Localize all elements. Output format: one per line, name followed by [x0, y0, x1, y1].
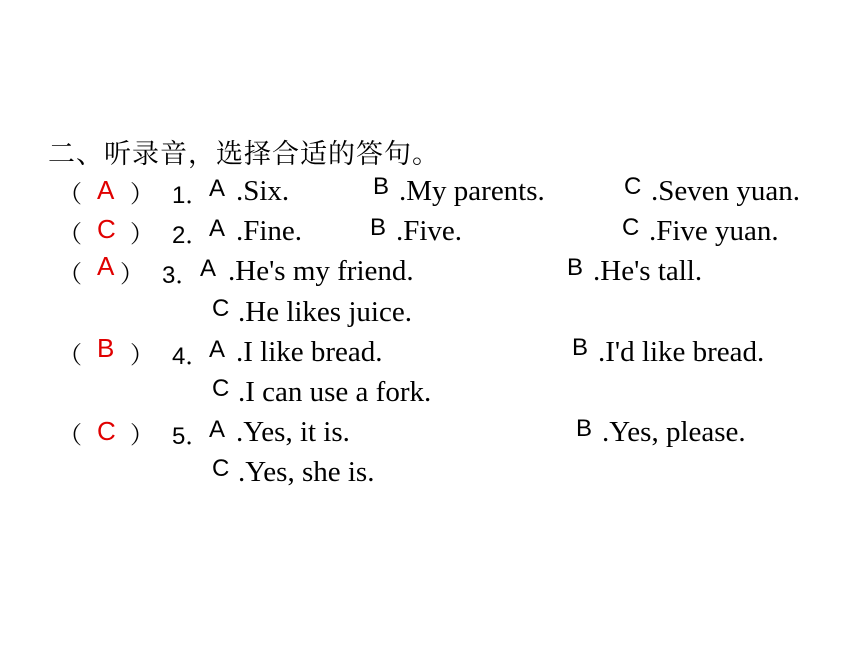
answer-mark: A — [97, 175, 115, 205]
close-paren: ） — [130, 421, 154, 449]
close-paren: ） — [130, 220, 154, 248]
option-c-text: .He likes juice. — [238, 296, 412, 328]
open-paren: （ — [58, 220, 82, 248]
answer-mark: A — [97, 251, 115, 281]
option-c-label: C — [624, 173, 642, 200]
option-a-text: .Fine. — [236, 215, 303, 247]
option-a-text: .Yes, it is. — [236, 416, 350, 448]
option-c-text: .Five yuan. — [649, 215, 779, 247]
option-a-text: .I like bread. — [236, 336, 383, 368]
option-b-text: .He's tall. — [593, 255, 703, 287]
open-paren: （ — [58, 180, 82, 208]
option-a-label: A — [209, 336, 226, 363]
option-a-label: A — [209, 416, 226, 443]
option-b-text: .I'd like bread. — [598, 336, 765, 368]
option-a-text: .He's my friend. — [228, 255, 414, 287]
option-b-label: B — [572, 334, 589, 361]
option-a-label: A — [200, 255, 217, 282]
option-b-text: .Five. — [396, 215, 463, 247]
close-paren: ） — [130, 341, 154, 369]
option-b-label: B — [567, 254, 584, 281]
question-number: 3． — [162, 262, 200, 289]
close-paren: ） — [120, 260, 144, 288]
option-c-label: C — [212, 295, 230, 322]
question-number: 4． — [172, 343, 210, 370]
question-number: 5． — [172, 423, 210, 450]
option-c-label: C — [212, 455, 230, 482]
option-c-label: C — [212, 375, 230, 402]
open-paren: （ — [58, 421, 82, 449]
option-a-text: .Six. — [236, 175, 290, 207]
option-c-label: C — [622, 214, 640, 241]
question-number: 2． — [172, 222, 210, 249]
answer-mark: B — [97, 333, 115, 363]
answer-mark: C — [97, 416, 116, 446]
option-b-label: B — [576, 415, 593, 442]
question-number: 1． — [172, 182, 210, 209]
option-a-label: A — [209, 175, 226, 202]
section-title: 二、听录音，选择合适的答句。 — [48, 139, 440, 170]
option-b-label: B — [373, 173, 390, 200]
option-b-label: B — [370, 214, 387, 241]
option-a-label: A — [209, 215, 226, 242]
option-b-text: .Yes, please. — [602, 416, 746, 448]
answer-mark: C — [97, 214, 116, 244]
open-paren: （ — [58, 341, 82, 369]
option-b-text: .My parents. — [399, 175, 545, 207]
close-paren: ） — [130, 180, 154, 208]
option-c-text: .I can use a fork. — [238, 376, 432, 408]
option-c-text: .Yes, she is. — [238, 456, 375, 488]
open-paren: （ — [58, 260, 82, 288]
option-c-text: .Seven yuan. — [651, 175, 800, 207]
